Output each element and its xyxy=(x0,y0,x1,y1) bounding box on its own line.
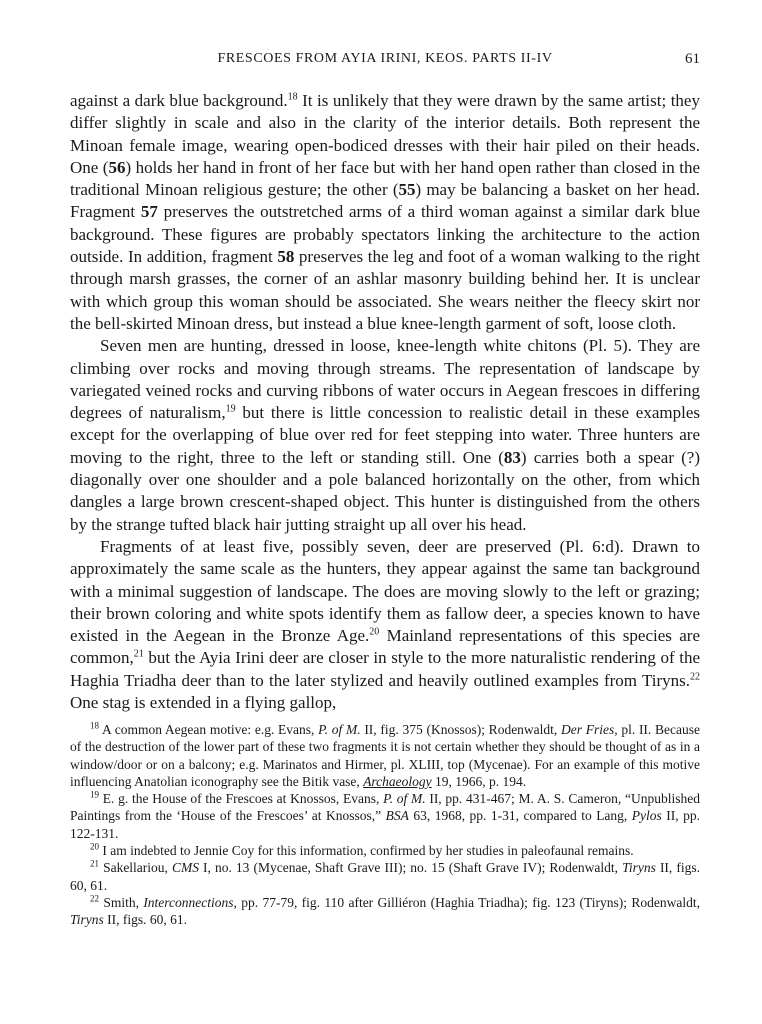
footnote-reference: 19 xyxy=(225,403,236,415)
text-run: It is unlikely that they were drawn by the same artist; they differ slightly in scale and also in the clarity of the interior details. Both represent the Minoan female image, wearing open-bodiced dresses with their hair piled on their heads. One ( xyxy=(70,91,700,177)
text-run: Sakellariou, xyxy=(99,860,172,876)
italic-text: CMS xyxy=(171,860,199,876)
footnote xyxy=(70,721,700,790)
text-run: One stag is extended in a flying gallop, xyxy=(70,693,337,713)
text-run: I, no. 13 (Mycenae, Shaft Grave III); no. 15 (Shaft Grave IV); Rodenwaldt, xyxy=(198,860,623,876)
italic-text: Interconnections, xyxy=(143,894,237,910)
text-run: 19, 1966, p. 194. xyxy=(431,773,527,789)
text-run: Mainland representations of this species are common, xyxy=(70,626,700,668)
body-text xyxy=(70,90,700,714)
italic-text: Pylos xyxy=(631,808,662,824)
text-run: Seven men are hunting, dressed in loose, knee-length white chitons (Pl. 5). They are climbing over rocks and moving through streams. The representation of landscape by variegated veined rocks and curving ribbons of water occurs in Aegean frescoes in differing degrees of naturalism, xyxy=(70,336,700,423)
footnote-reference: 21 xyxy=(133,648,144,660)
footnote-reference: 18 xyxy=(287,91,298,103)
text-run: ) holds her hand in front of her face but with her hand open rather than closed in the traditional Minoan religious gesture; the other ( xyxy=(70,157,701,200)
text-run: Smith, xyxy=(99,894,144,910)
italic-text: BSA xyxy=(385,808,409,824)
italic-text: Archaeology xyxy=(363,773,432,789)
italic-text: P. of M. xyxy=(383,791,426,807)
footnote xyxy=(70,790,700,842)
text-run: preserves the outstretched arms of a third woman against a similar dark blue background. These figures are probably spectators linking the architecture to the action outside. In addition, fragment xyxy=(70,202,700,267)
footnote-number: 21 xyxy=(90,858,99,869)
item-number: 58 xyxy=(277,247,295,267)
text-run: II, fig. 375 (Knossos); Rodenwaldt, xyxy=(360,722,562,737)
italic-text: P. of M. xyxy=(318,722,361,737)
item-number: 55 xyxy=(398,180,416,200)
text-run: 63, 1968, pp. 1-31, compared to Lang, xyxy=(408,808,632,824)
body-paragraph xyxy=(70,90,700,335)
footnote-number: 19 xyxy=(90,789,99,800)
running-head xyxy=(70,51,700,71)
text-run: pp. 77-79, fig. 110 after Gilliéron (Haghia Triadha); fig. 123 (Tiryns); Rodenwaldt, xyxy=(236,894,700,910)
text-run: ) may be balancing a basket on her head. Fragment xyxy=(70,180,700,222)
footnote-number: 18 xyxy=(90,720,99,731)
italic-text: Der Fries, xyxy=(561,722,618,737)
item-number: 57 xyxy=(140,202,158,222)
footnote-number: 22 xyxy=(90,893,99,904)
footnote-reference: 22 xyxy=(690,671,700,683)
italic-text: Tiryns xyxy=(70,912,104,928)
item-number: 83 xyxy=(503,447,521,467)
text-run: I am indebted to Jennie Coy for this information, confirmed by her studies in paleofaunal remains. xyxy=(99,843,634,859)
running-title: FRESCOES FROM AYIA IRINI, KEOS. PARTS II-IV xyxy=(217,51,553,66)
text-run: preserves the leg and foot of a woman walking to the right through marsh grasses, the corner of an ashlar masonry building behind her. It is unclear with which group this woman should be associated. She wears neither the fleecy skirt nor the bell-skirted Minoan dress, but instead a blue knee-length garment of soft, loose cloth. xyxy=(70,247,700,333)
text-run: Fragments of at least five, possibly seven, deer are preserved (Pl. 6:d). Drawn to approximately the same scale as the hunters, they appear against the same tan background with a minimal suggestion of landscape. The does are moving slowly to the left or grazing; their brown coloring and white spots identify them as fallow deer, a species known to have existed in the Aegean in the Bronze Age. xyxy=(70,536,700,646)
text-run: pl. II. Because of the destruction of the lower part of these two fragments it is not certain whether they should be thought of as in a window/door or on a balcony; e.g. Marinatos and Hirmer, pl. XLIII, top (Mycenae). For an example of this motive influencing Anatolian iconography see the Bitik vase, xyxy=(70,722,701,789)
text-run: but the Ayia Irini deer are closer in style to the more naturalistic rendering of the Haghia Triadha deer than to the later stylized and heavily outlined examples from Tiryns. xyxy=(70,648,700,690)
footnotes xyxy=(70,721,700,929)
text-run: II, pp. 431-467; M. A. S. Cameron, “Unpublished Paintings from the ‘House of the Frescoes’ at Knossos,” xyxy=(70,791,700,824)
footnote-number: 20 xyxy=(90,841,99,852)
text-run: II, figs. 60, 61. xyxy=(103,912,188,928)
footnote-reference: 20 xyxy=(369,626,380,638)
text-run: II, pp. 122-131. xyxy=(70,808,700,841)
text-run: E. g. the House of the Frescoes at Knossos, Evans, xyxy=(99,791,384,807)
text-run: but there is little concession to realistic detail in these examples except for the overlapping of blue over red for feet stepping into water. Three hunters are moving to the right, three to the left or standing still. One ( xyxy=(70,403,700,467)
footnote xyxy=(70,894,700,929)
footnote xyxy=(70,842,700,859)
footnote xyxy=(70,859,700,894)
page-number: 61 xyxy=(685,51,700,67)
item-number: 56 xyxy=(108,157,126,177)
text-run: A common Aegean motive: e.g. Evans, xyxy=(99,722,319,737)
body-paragraph xyxy=(70,335,700,536)
text-run: II, figs. 60, 61. xyxy=(70,860,700,893)
text-run: against a dark blue background. xyxy=(70,91,288,110)
body-paragraph xyxy=(70,536,700,714)
italic-text: Tiryns xyxy=(622,860,656,876)
text-run: ) carries both a spear (?) diagonally over one shoulder and a pole balanced horizontally on the other, from which dangles a large brown crescent-shaped object. This hunter is distinguished from the others by the strange tufted black hair jutting straight up all over his head. xyxy=(70,447,700,534)
